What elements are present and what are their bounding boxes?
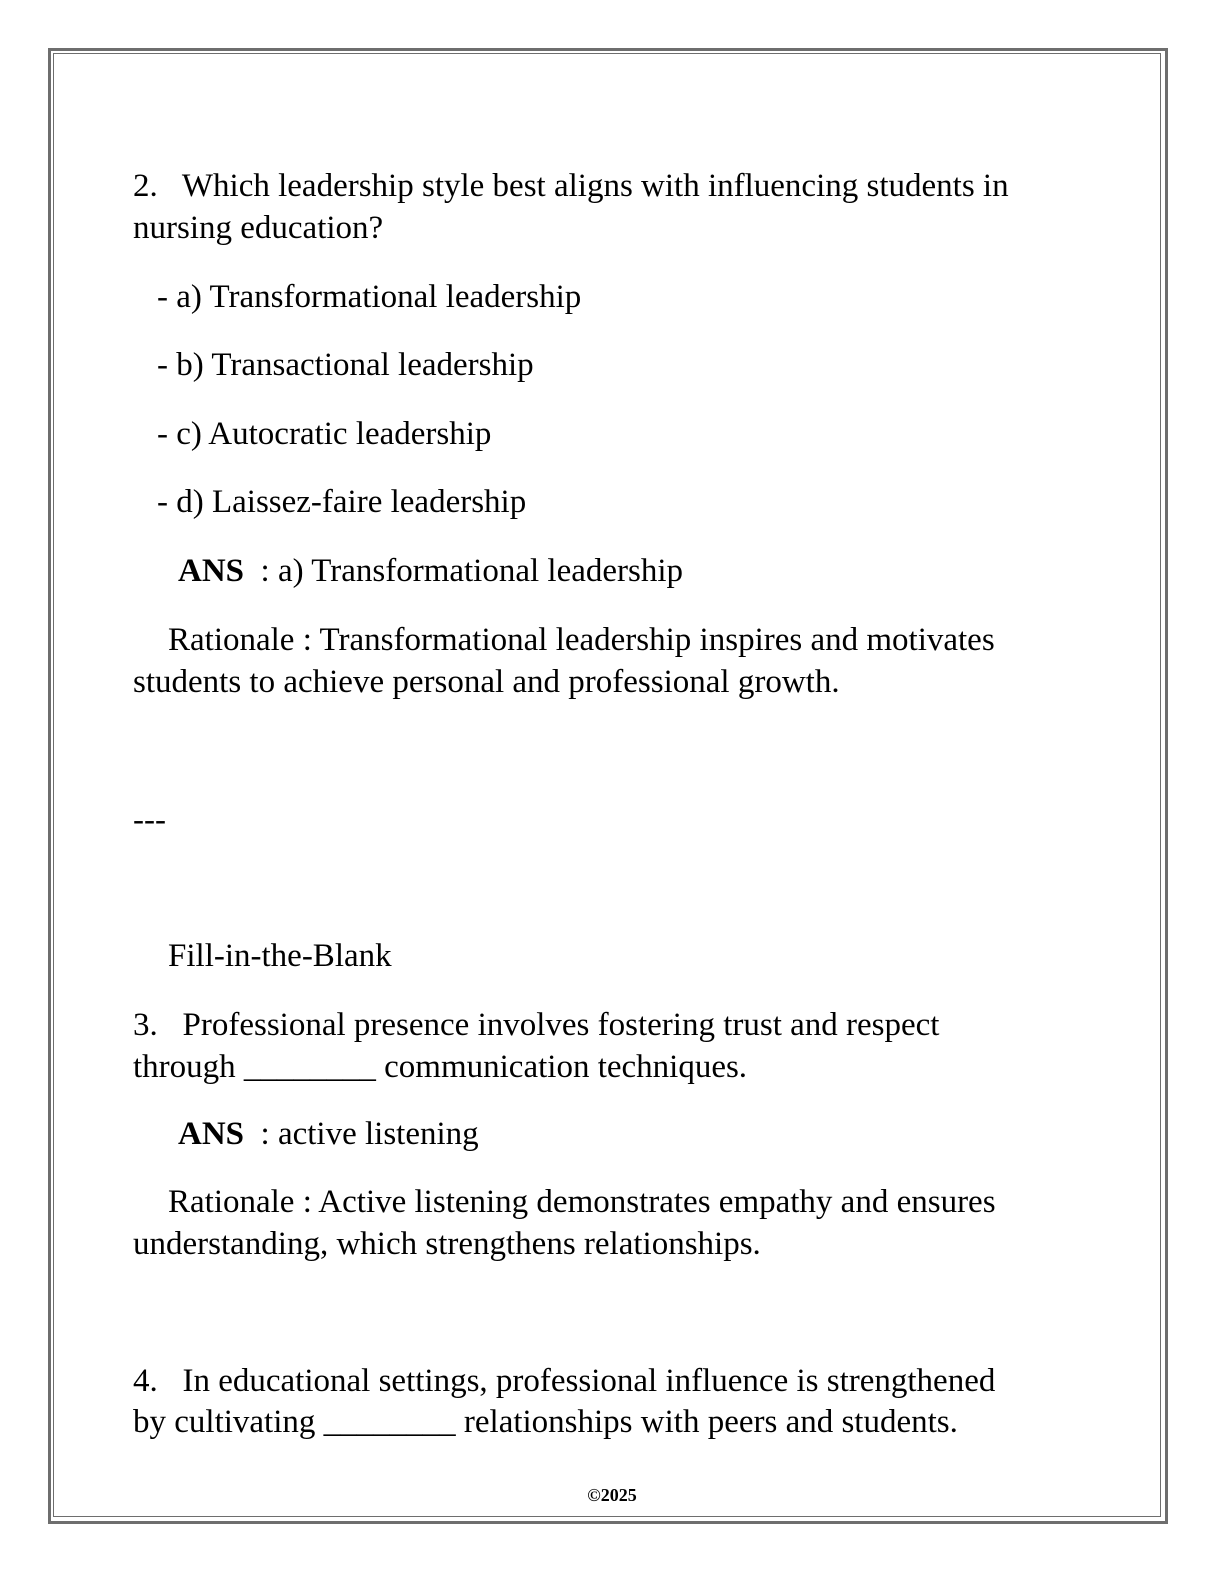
q2-answer-text: : a) Transformational leadership <box>244 553 684 589</box>
q3-stem-line2: through ________ communication techniques. <box>133 1049 748 1085</box>
page-border-inner <box>53 53 1161 1517</box>
q2-option-b: - b) Transactional leadership <box>157 347 534 383</box>
q2-option-c: - c) Autocratic leadership <box>157 416 492 452</box>
q2-option-d: - d) Laissez-faire leadership <box>157 484 527 520</box>
q2-stem-line2: nursing education? <box>133 210 384 246</box>
section-separator: --- <box>133 802 166 838</box>
q3-stem-line1: 3. Professional presence involves fostering trust and respect <box>133 1007 940 1043</box>
q2-option-a: - a) Transformational leadership <box>157 279 582 315</box>
q2-rationale-line1: Rationale : Transformational leadership inspires and motivates <box>168 622 995 658</box>
q2-answer-label: ANS <box>178 553 245 589</box>
q3-answer-label: ANS <box>178 1116 245 1152</box>
q3-rationale-line1: Rationale : Active listening demonstrates empathy and ensures <box>168 1184 996 1220</box>
q4-stem-line1: 4. In educational settings, professional influence is strengthened <box>133 1363 996 1399</box>
q3-rationale-line2: understanding, which strengthens relationships. <box>133 1226 761 1262</box>
q2-rationale-line2: students to achieve personal and professional growth. <box>133 664 840 700</box>
q2-answer <box>178 550 683 592</box>
q2-stem-line1: 2. Which leadership style best aligns with influencing students in <box>133 168 1009 204</box>
q4-stem-line2: by cultivating ________ relationships with peers and students. <box>133 1404 958 1440</box>
copyright-footer: ©2025 <box>587 1485 637 1505</box>
q3-answer <box>178 1113 479 1155</box>
q3-answer-text: : active listening <box>244 1116 479 1152</box>
section-heading: Fill-in-the-Blank <box>168 938 392 974</box>
